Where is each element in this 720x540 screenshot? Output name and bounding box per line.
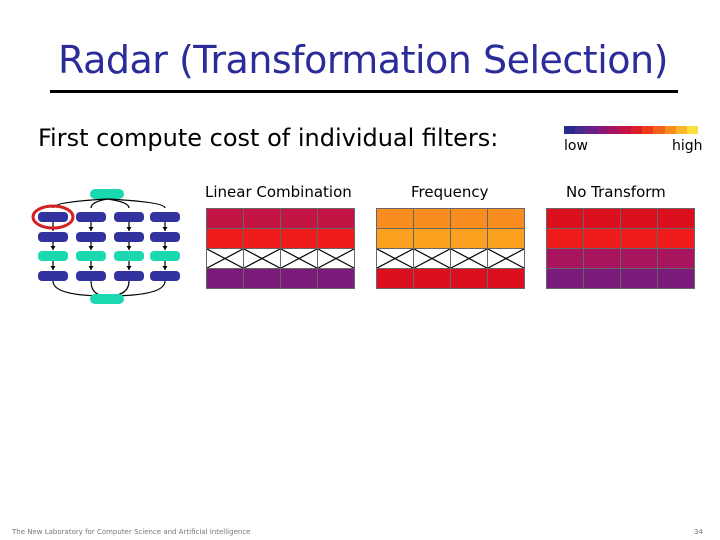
filter-node <box>150 232 180 242</box>
grid-cell <box>281 229 317 248</box>
edge-arrowhead <box>51 246 56 250</box>
legend-low-label: low <box>564 138 588 154</box>
grid-cell <box>547 229 583 248</box>
slide-subtitle: First compute cost of individual filters: <box>38 124 499 152</box>
grid-cell <box>488 229 524 248</box>
grid-cell <box>488 209 524 228</box>
filter-node <box>38 232 68 242</box>
grid-cell <box>658 229 694 248</box>
legend-swatch <box>586 126 597 134</box>
grid-cell <box>244 269 280 288</box>
title-underline <box>50 90 678 93</box>
edge-arrowhead <box>89 246 94 250</box>
grid-cell <box>547 209 583 228</box>
cross-mark-icon <box>207 249 243 268</box>
join-edge <box>107 281 165 296</box>
grid-cell <box>414 269 450 288</box>
edge-arrowhead <box>127 246 132 250</box>
grid-cell-crossed <box>281 249 317 268</box>
grid-cell <box>318 209 354 228</box>
grid-cell <box>318 229 354 248</box>
grid-cell <box>281 269 317 288</box>
grid-cell <box>377 269 413 288</box>
grid-cell <box>584 249 620 268</box>
filter-node <box>150 212 180 222</box>
grid-cell <box>377 209 413 228</box>
filter-node <box>150 271 180 281</box>
grid-cell-crossed <box>451 249 487 268</box>
edge-arrowhead <box>51 266 56 270</box>
grid-cell-crossed <box>377 249 413 268</box>
edge-arrowhead <box>163 227 168 231</box>
grid-cell <box>488 269 524 288</box>
grid-cell <box>584 209 620 228</box>
legend-swatch <box>564 126 575 134</box>
grid-cell <box>451 209 487 228</box>
grid-cell <box>244 209 280 228</box>
edge-arrowhead <box>127 227 132 231</box>
grid-cell <box>414 209 450 228</box>
grid-cell <box>451 229 487 248</box>
slide-title: Radar (Transformation Selection) <box>58 38 668 82</box>
legend-high-label: high <box>672 138 703 154</box>
grid-cell <box>207 209 243 228</box>
legend-swatch <box>665 126 676 134</box>
legend-swatch <box>631 126 642 134</box>
grid-cell-crossed <box>207 249 243 268</box>
grid-cell <box>451 269 487 288</box>
grid-cell-crossed <box>244 249 280 268</box>
split-node <box>90 189 124 199</box>
grid-cell <box>621 249 657 268</box>
filter-node <box>38 271 68 281</box>
legend-swatch <box>620 126 631 134</box>
filter-node <box>114 212 144 222</box>
grid-label-linear-combination: Linear Combination <box>205 183 352 201</box>
cross-mark-icon <box>244 249 280 268</box>
grid-cell <box>318 269 354 288</box>
legend-swatch <box>653 126 664 134</box>
join-edge <box>91 281 107 296</box>
grid-cell <box>207 229 243 248</box>
footer-lab-name: The New Laboratory for Computer Science and Artificial Intelligence <box>12 528 251 536</box>
grid-cell-crossed <box>318 249 354 268</box>
edge-arrowhead <box>163 266 168 270</box>
grid-cell <box>584 269 620 288</box>
filter-node <box>114 271 144 281</box>
cross-mark-icon <box>414 249 450 268</box>
legend-swatch <box>687 126 698 134</box>
legend-swatch <box>676 126 687 134</box>
grid-cell <box>584 229 620 248</box>
edge-arrowhead <box>89 227 94 231</box>
grid-cell <box>281 209 317 228</box>
legend-swatch <box>609 126 620 134</box>
grid-cell <box>244 229 280 248</box>
cost-grid-frequency <box>376 208 525 289</box>
filter-node <box>114 251 144 261</box>
filter-node <box>76 251 106 261</box>
grid-cell <box>207 269 243 288</box>
grid-cell <box>621 209 657 228</box>
filter-stream-diagram <box>30 184 190 310</box>
filter-node <box>76 212 106 222</box>
grid-cell <box>414 229 450 248</box>
grid-cell <box>547 269 583 288</box>
filter-node <box>38 212 68 222</box>
cost-grid-linear-combination <box>206 208 355 289</box>
page-number: 34 <box>694 528 703 536</box>
filter-node <box>150 251 180 261</box>
edge-arrowhead <box>163 246 168 250</box>
cost-color-legend <box>564 126 698 134</box>
join-edge <box>107 281 129 296</box>
legend-swatch <box>575 126 586 134</box>
grid-cell-crossed <box>414 249 450 268</box>
grid-label-frequency: Frequency <box>411 183 489 201</box>
cross-mark-icon <box>488 249 524 268</box>
grid-cell <box>658 209 694 228</box>
grid-cell <box>377 229 413 248</box>
join-node <box>90 294 124 304</box>
grid-cell <box>658 249 694 268</box>
grid-cell-crossed <box>488 249 524 268</box>
grid-cell <box>621 269 657 288</box>
grid-cell <box>547 249 583 268</box>
filter-node <box>76 232 106 242</box>
cross-mark-icon <box>451 249 487 268</box>
edge-arrowhead <box>127 266 132 270</box>
cross-mark-icon <box>281 249 317 268</box>
cross-mark-icon <box>318 249 354 268</box>
cost-grid-no-transform <box>546 208 695 289</box>
filter-node <box>38 251 68 261</box>
join-edge <box>53 281 107 296</box>
legend-swatch <box>642 126 653 134</box>
cross-mark-icon <box>377 249 413 268</box>
filter-node <box>76 271 106 281</box>
grid-cell <box>658 269 694 288</box>
legend-swatch <box>598 126 609 134</box>
edge-arrowhead <box>89 266 94 270</box>
filter-node <box>114 232 144 242</box>
grid-cell <box>621 229 657 248</box>
grid-label-no-transform: No Transform <box>566 183 666 201</box>
